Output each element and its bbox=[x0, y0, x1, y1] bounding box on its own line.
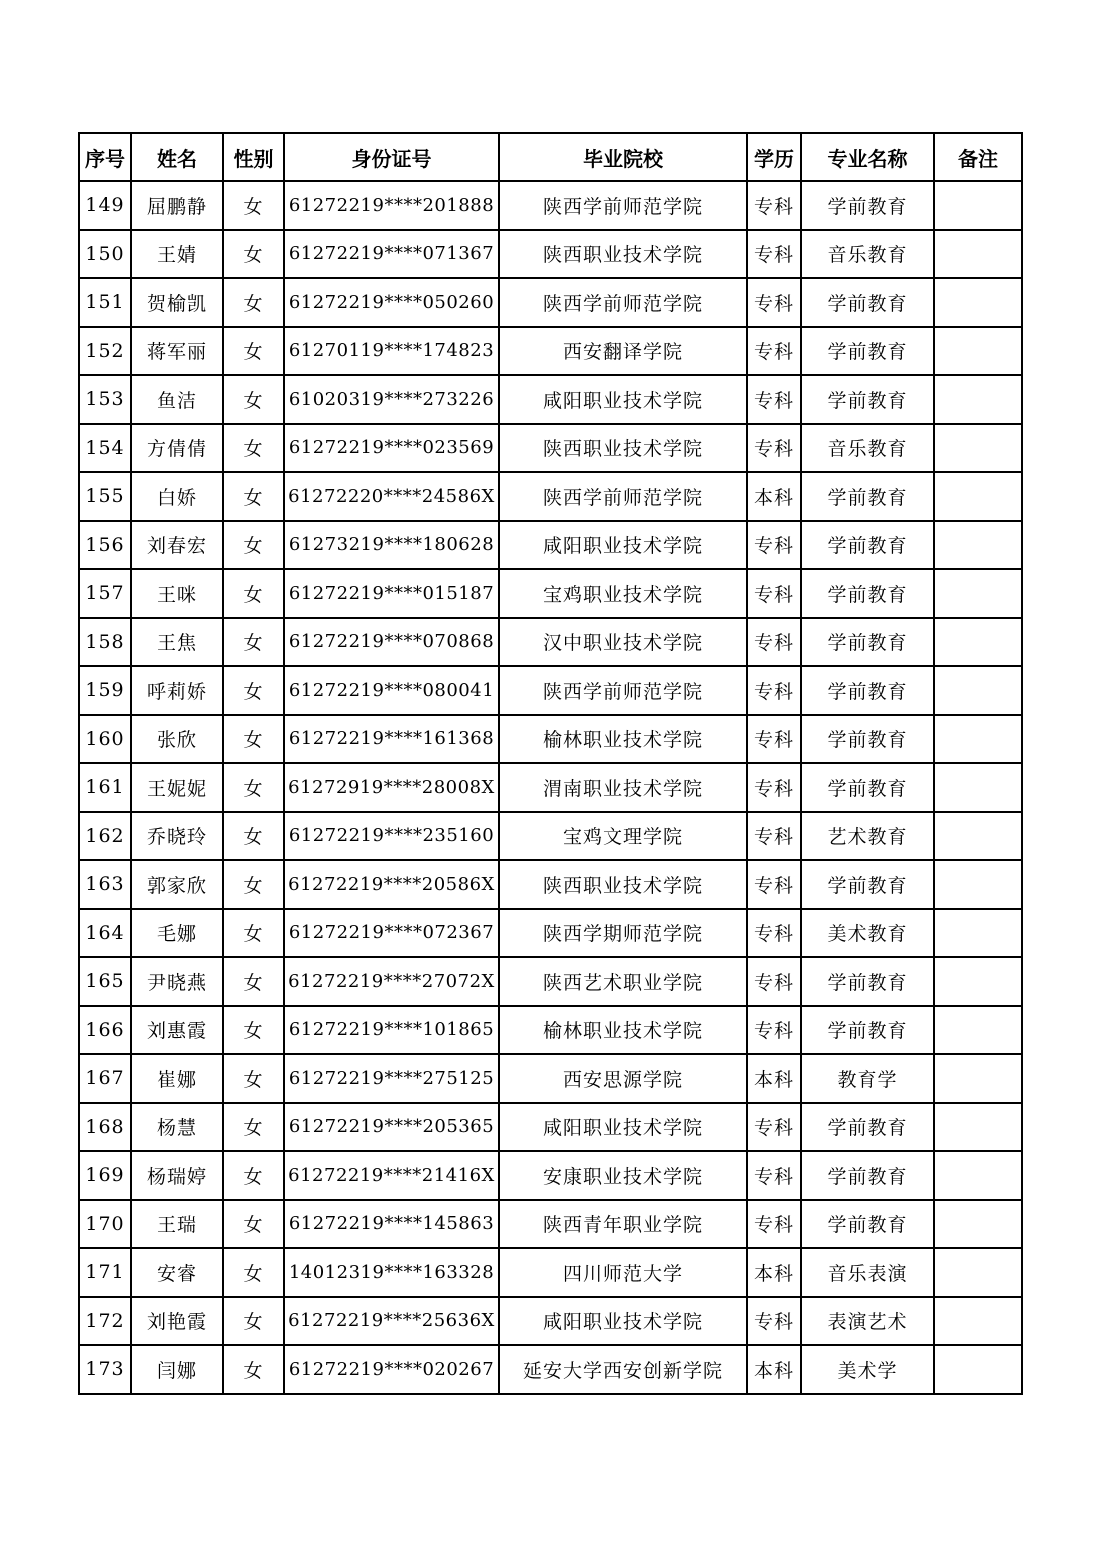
cell-degree: 专科 bbox=[747, 812, 801, 861]
cell-no: 151 bbox=[79, 278, 131, 327]
table-row bbox=[79, 181, 1022, 230]
table-row bbox=[79, 860, 1022, 909]
cell-school: 安康职业技术学院 bbox=[499, 1151, 747, 1200]
cell-school: 陕西职业技术学院 bbox=[499, 424, 747, 473]
cell-degree: 专科 bbox=[747, 1006, 801, 1055]
cell-school: 陕西学期师范学院 bbox=[499, 909, 747, 958]
header-name: 姓名 bbox=[131, 133, 223, 181]
cell-note bbox=[934, 1297, 1022, 1346]
header-school: 毕业院校 bbox=[499, 133, 747, 181]
cell-degree: 专科 bbox=[747, 860, 801, 909]
cell-no: 153 bbox=[79, 375, 131, 424]
header-note: 备注 bbox=[934, 133, 1022, 181]
cell-school: 陕西学前师范学院 bbox=[499, 472, 747, 521]
cell-no: 154 bbox=[79, 424, 131, 473]
table-header-row bbox=[79, 133, 1022, 181]
cell-degree: 专科 bbox=[747, 375, 801, 424]
cell-id: 61272219****101865 bbox=[284, 1006, 499, 1055]
cell-id: 61272219****20586X bbox=[284, 860, 499, 909]
cell-gender: 女 bbox=[223, 763, 284, 812]
cell-note bbox=[934, 1248, 1022, 1297]
cell-note bbox=[934, 1151, 1022, 1200]
cell-id: 61272219****070868 bbox=[284, 618, 499, 667]
cell-major: 美术教育 bbox=[801, 909, 934, 958]
cell-id: 61272219****25636X bbox=[284, 1297, 499, 1346]
table-row bbox=[79, 957, 1022, 1006]
cell-school: 延安大学西安创新学院 bbox=[499, 1345, 747, 1394]
cell-major: 学前教育 bbox=[801, 1200, 934, 1249]
cell-note bbox=[934, 715, 1022, 764]
cell-name: 屈鹏静 bbox=[131, 181, 223, 230]
cell-note bbox=[934, 812, 1022, 861]
cell-note bbox=[934, 618, 1022, 667]
table-row bbox=[79, 230, 1022, 279]
cell-gender: 女 bbox=[223, 618, 284, 667]
cell-no: 159 bbox=[79, 666, 131, 715]
cell-gender: 女 bbox=[223, 181, 284, 230]
cell-no: 164 bbox=[79, 909, 131, 958]
cell-no: 152 bbox=[79, 327, 131, 376]
cell-school: 渭南职业技术学院 bbox=[499, 763, 747, 812]
table-body bbox=[79, 181, 1022, 1394]
cell-name: 王婧 bbox=[131, 230, 223, 279]
cell-name: 杨瑞婷 bbox=[131, 1151, 223, 1200]
cell-note bbox=[934, 957, 1022, 1006]
table-row bbox=[79, 569, 1022, 618]
cell-major: 学前教育 bbox=[801, 860, 934, 909]
cell-gender: 女 bbox=[223, 1297, 284, 1346]
cell-id: 61272219****050260 bbox=[284, 278, 499, 327]
table-row bbox=[79, 472, 1022, 521]
cell-no: 163 bbox=[79, 860, 131, 909]
cell-no: 150 bbox=[79, 230, 131, 279]
cell-degree: 专科 bbox=[747, 715, 801, 764]
table-row bbox=[79, 812, 1022, 861]
cell-major: 学前教育 bbox=[801, 472, 934, 521]
cell-name: 乔晓玲 bbox=[131, 812, 223, 861]
cell-id: 61020319****273226 bbox=[284, 375, 499, 424]
table-row bbox=[79, 1200, 1022, 1249]
cell-gender: 女 bbox=[223, 472, 284, 521]
cell-gender: 女 bbox=[223, 230, 284, 279]
cell-major: 学前教育 bbox=[801, 1151, 934, 1200]
cell-major: 学前教育 bbox=[801, 957, 934, 1006]
cell-note bbox=[934, 763, 1022, 812]
cell-name: 王瑞 bbox=[131, 1200, 223, 1249]
cell-name: 王妮妮 bbox=[131, 763, 223, 812]
cell-name: 鱼洁 bbox=[131, 375, 223, 424]
cell-name: 呼莉娇 bbox=[131, 666, 223, 715]
cell-degree: 本科 bbox=[747, 1054, 801, 1103]
cell-degree: 本科 bbox=[747, 1248, 801, 1297]
table-row bbox=[79, 1103, 1022, 1152]
header-degree: 学历 bbox=[747, 133, 801, 181]
cell-note bbox=[934, 278, 1022, 327]
header-no: 序号 bbox=[79, 133, 131, 181]
table-row bbox=[79, 909, 1022, 958]
cell-note bbox=[934, 569, 1022, 618]
cell-id: 61272219****020267 bbox=[284, 1345, 499, 1394]
cell-no: 170 bbox=[79, 1200, 131, 1249]
cell-school: 四川师范大学 bbox=[499, 1248, 747, 1297]
cell-note bbox=[934, 860, 1022, 909]
cell-name: 刘春宏 bbox=[131, 521, 223, 570]
table-row bbox=[79, 1054, 1022, 1103]
cell-degree: 专科 bbox=[747, 521, 801, 570]
cell-name: 方倩倩 bbox=[131, 424, 223, 473]
cell-degree: 专科 bbox=[747, 957, 801, 1006]
cell-id: 14012319****163328 bbox=[284, 1248, 499, 1297]
cell-gender: 女 bbox=[223, 1151, 284, 1200]
cell-note bbox=[934, 1345, 1022, 1394]
cell-school: 宝鸡职业技术学院 bbox=[499, 569, 747, 618]
cell-gender: 女 bbox=[223, 1054, 284, 1103]
cell-major: 音乐教育 bbox=[801, 230, 934, 279]
cell-major: 学前教育 bbox=[801, 763, 934, 812]
cell-note bbox=[934, 666, 1022, 715]
cell-no: 149 bbox=[79, 181, 131, 230]
cell-school: 咸阳职业技术学院 bbox=[499, 375, 747, 424]
cell-id: 61272219****023569 bbox=[284, 424, 499, 473]
cell-gender: 女 bbox=[223, 327, 284, 376]
cell-no: 156 bbox=[79, 521, 131, 570]
header-id: 身份证号 bbox=[284, 133, 499, 181]
cell-gender: 女 bbox=[223, 278, 284, 327]
table-row bbox=[79, 618, 1022, 667]
cell-degree: 专科 bbox=[747, 1297, 801, 1346]
cell-major: 学前教育 bbox=[801, 521, 934, 570]
cell-no: 172 bbox=[79, 1297, 131, 1346]
table-row bbox=[79, 1006, 1022, 1055]
roster-table bbox=[78, 132, 1023, 1395]
cell-gender: 女 bbox=[223, 715, 284, 764]
cell-id: 61272219****205365 bbox=[284, 1103, 499, 1152]
cell-major: 音乐表演 bbox=[801, 1248, 934, 1297]
cell-no: 171 bbox=[79, 1248, 131, 1297]
cell-school: 陕西学前师范学院 bbox=[499, 181, 747, 230]
cell-note bbox=[934, 909, 1022, 958]
header-gender: 性别 bbox=[223, 133, 284, 181]
cell-school: 陕西职业技术学院 bbox=[499, 860, 747, 909]
cell-degree: 专科 bbox=[747, 230, 801, 279]
cell-major: 学前教育 bbox=[801, 278, 934, 327]
cell-name: 崔娜 bbox=[131, 1054, 223, 1103]
cell-gender: 女 bbox=[223, 812, 284, 861]
cell-school: 榆林职业技术学院 bbox=[499, 1006, 747, 1055]
cell-no: 168 bbox=[79, 1103, 131, 1152]
cell-gender: 女 bbox=[223, 666, 284, 715]
cell-no: 155 bbox=[79, 472, 131, 521]
cell-name: 安睿 bbox=[131, 1248, 223, 1297]
cell-id: 61272919****28008X bbox=[284, 763, 499, 812]
table-row bbox=[79, 424, 1022, 473]
cell-major: 学前教育 bbox=[801, 666, 934, 715]
cell-major: 学前教育 bbox=[801, 569, 934, 618]
cell-degree: 专科 bbox=[747, 278, 801, 327]
cell-name: 刘艳霞 bbox=[131, 1297, 223, 1346]
cell-degree: 专科 bbox=[747, 1103, 801, 1152]
cell-id: 61272219****27072X bbox=[284, 957, 499, 1006]
cell-degree: 专科 bbox=[747, 909, 801, 958]
cell-gender: 女 bbox=[223, 1006, 284, 1055]
cell-name: 尹晓燕 bbox=[131, 957, 223, 1006]
cell-no: 161 bbox=[79, 763, 131, 812]
cell-school: 陕西青年职业学院 bbox=[499, 1200, 747, 1249]
cell-major: 学前教育 bbox=[801, 327, 934, 376]
cell-name: 王焦 bbox=[131, 618, 223, 667]
cell-school: 陕西学前师范学院 bbox=[499, 278, 747, 327]
cell-id: 61272219****275125 bbox=[284, 1054, 499, 1103]
cell-name: 白娇 bbox=[131, 472, 223, 521]
cell-school: 宝鸡文理学院 bbox=[499, 812, 747, 861]
cell-major: 学前教育 bbox=[801, 715, 934, 764]
cell-major: 学前教育 bbox=[801, 1103, 934, 1152]
cell-major: 美术学 bbox=[801, 1345, 934, 1394]
table-row bbox=[79, 763, 1022, 812]
cell-no: 169 bbox=[79, 1151, 131, 1200]
cell-id: 61273219****180628 bbox=[284, 521, 499, 570]
table-row bbox=[79, 1248, 1022, 1297]
cell-gender: 女 bbox=[223, 909, 284, 958]
cell-major: 学前教育 bbox=[801, 1006, 934, 1055]
cell-degree: 专科 bbox=[747, 569, 801, 618]
cell-degree: 本科 bbox=[747, 1345, 801, 1394]
header-major: 专业名称 bbox=[801, 133, 934, 181]
cell-degree: 专科 bbox=[747, 666, 801, 715]
cell-note bbox=[934, 521, 1022, 570]
cell-no: 160 bbox=[79, 715, 131, 764]
cell-note bbox=[934, 1054, 1022, 1103]
cell-note bbox=[934, 375, 1022, 424]
cell-name: 郭家欣 bbox=[131, 860, 223, 909]
cell-school: 陕西学前师范学院 bbox=[499, 666, 747, 715]
cell-degree: 专科 bbox=[747, 1151, 801, 1200]
cell-degree: 专科 bbox=[747, 763, 801, 812]
cell-id: 61272219****145863 bbox=[284, 1200, 499, 1249]
cell-name: 毛娜 bbox=[131, 909, 223, 958]
cell-id: 61272219****201888 bbox=[284, 181, 499, 230]
cell-note bbox=[934, 1200, 1022, 1249]
cell-gender: 女 bbox=[223, 957, 284, 1006]
cell-id: 61272219****21416X bbox=[284, 1151, 499, 1200]
cell-school: 榆林职业技术学院 bbox=[499, 715, 747, 764]
cell-major: 学前教育 bbox=[801, 375, 934, 424]
table-row bbox=[79, 715, 1022, 764]
cell-school: 西安翻译学院 bbox=[499, 327, 747, 376]
cell-degree: 专科 bbox=[747, 327, 801, 376]
table-row bbox=[79, 1345, 1022, 1394]
table-row bbox=[79, 375, 1022, 424]
table-row bbox=[79, 327, 1022, 376]
cell-id: 61270119****174823 bbox=[284, 327, 499, 376]
cell-school: 咸阳职业技术学院 bbox=[499, 1103, 747, 1152]
cell-major: 学前教育 bbox=[801, 618, 934, 667]
cell-no: 165 bbox=[79, 957, 131, 1006]
cell-major: 学前教育 bbox=[801, 181, 934, 230]
cell-degree: 本科 bbox=[747, 472, 801, 521]
cell-degree: 专科 bbox=[747, 181, 801, 230]
cell-degree: 专科 bbox=[747, 1200, 801, 1249]
table-row bbox=[79, 278, 1022, 327]
cell-name: 贺榆凯 bbox=[131, 278, 223, 327]
cell-name: 张欣 bbox=[131, 715, 223, 764]
cell-id: 61272219****015187 bbox=[284, 569, 499, 618]
cell-school: 咸阳职业技术学院 bbox=[499, 1297, 747, 1346]
cell-major: 音乐教育 bbox=[801, 424, 934, 473]
cell-degree: 专科 bbox=[747, 424, 801, 473]
cell-id: 61272219****080041 bbox=[284, 666, 499, 715]
cell-no: 162 bbox=[79, 812, 131, 861]
cell-major: 表演艺术 bbox=[801, 1297, 934, 1346]
cell-major: 教育学 bbox=[801, 1054, 934, 1103]
cell-school: 汉中职业技术学院 bbox=[499, 618, 747, 667]
cell-note bbox=[934, 230, 1022, 279]
cell-gender: 女 bbox=[223, 1345, 284, 1394]
cell-gender: 女 bbox=[223, 424, 284, 473]
cell-name: 刘惠霞 bbox=[131, 1006, 223, 1055]
cell-id: 61272219****071367 bbox=[284, 230, 499, 279]
table-row bbox=[79, 521, 1022, 570]
cell-degree: 专科 bbox=[747, 618, 801, 667]
cell-name: 王咪 bbox=[131, 569, 223, 618]
cell-gender: 女 bbox=[223, 1200, 284, 1249]
cell-school: 陕西职业技术学院 bbox=[499, 230, 747, 279]
cell-note bbox=[934, 181, 1022, 230]
cell-note bbox=[934, 327, 1022, 376]
cell-note bbox=[934, 1006, 1022, 1055]
cell-id: 61272219****072367 bbox=[284, 909, 499, 958]
cell-name: 杨慧 bbox=[131, 1103, 223, 1152]
cell-gender: 女 bbox=[223, 1103, 284, 1152]
table-row bbox=[79, 1151, 1022, 1200]
cell-major: 艺术教育 bbox=[801, 812, 934, 861]
cell-gender: 女 bbox=[223, 569, 284, 618]
cell-school: 咸阳职业技术学院 bbox=[499, 521, 747, 570]
cell-note bbox=[934, 1103, 1022, 1152]
cell-no: 166 bbox=[79, 1006, 131, 1055]
cell-school: 陕西艺术职业学院 bbox=[499, 957, 747, 1006]
cell-id: 61272220****24586X bbox=[284, 472, 499, 521]
cell-gender: 女 bbox=[223, 521, 284, 570]
cell-gender: 女 bbox=[223, 860, 284, 909]
cell-gender: 女 bbox=[223, 1248, 284, 1297]
cell-name: 蒋军丽 bbox=[131, 327, 223, 376]
cell-no: 167 bbox=[79, 1054, 131, 1103]
cell-no: 158 bbox=[79, 618, 131, 667]
table-row bbox=[79, 666, 1022, 715]
cell-note bbox=[934, 424, 1022, 473]
cell-note bbox=[934, 472, 1022, 521]
cell-id: 61272219****235160 bbox=[284, 812, 499, 861]
cell-no: 157 bbox=[79, 569, 131, 618]
cell-no: 173 bbox=[79, 1345, 131, 1394]
cell-id: 61272219****161368 bbox=[284, 715, 499, 764]
cell-school: 西安思源学院 bbox=[499, 1054, 747, 1103]
cell-name: 闫娜 bbox=[131, 1345, 223, 1394]
table-row bbox=[79, 1297, 1022, 1346]
cell-gender: 女 bbox=[223, 375, 284, 424]
